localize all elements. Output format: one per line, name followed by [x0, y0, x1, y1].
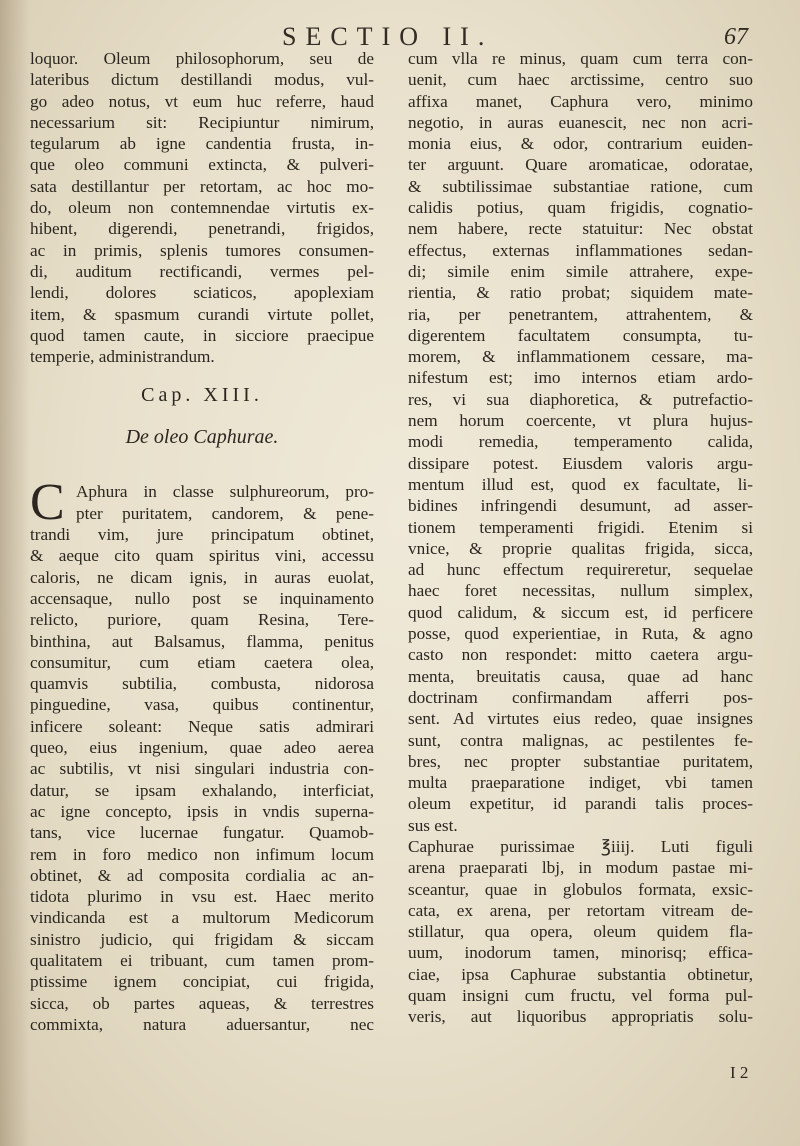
text-line: tans, vice lucernae fungatur. Quamob- [30, 823, 374, 843]
text-line: res, vi sua diaphoretica, & putrefactio- [408, 389, 753, 409]
text-line: Caphurae purissimae ℥iiij. Luti figuli [408, 836, 753, 856]
text-line: lendi, dolores sciaticos, apoplexiam [30, 283, 374, 303]
text-line: ria, per penetrantem, attrahentem, & [408, 304, 753, 324]
text-line: dissipare potest. Eiusdem valoris argu- [408, 453, 753, 473]
text-line: temperie, administrandum. [30, 347, 215, 367]
text-line: binthina, aut Balsamus, flamma, penitus [30, 631, 374, 651]
text-line: datur, se ipsam exhalando, interficiat, [30, 780, 374, 800]
text-line: sent. Ad virtutes eius redeo, quae insignes [408, 709, 753, 729]
text-line: trandi vim, jure principatum obtinet, [30, 525, 374, 545]
text-line: multa praeparatione indiget, vbi tamen [408, 773, 753, 793]
text-line: qualitatem ei tribuant, cum tamen prom- [30, 950, 374, 970]
text-line: pter puritatem, candorem, & pene- [76, 503, 374, 523]
text-line: bres, nec propter substantiae puritatem, [408, 751, 753, 771]
text-line: lateribus dictum destillandi modus, vul- [30, 70, 374, 90]
text-line: di; simile enim simile attrahere, expe- [408, 261, 753, 281]
text-line: posse, quod experientiae, in Ruta, & agno [408, 624, 753, 644]
text-line: uum, inodorum tamen, minorisq; effica- [408, 943, 753, 963]
chapter-opening-paragraph [30, 474, 374, 1035]
right-column [408, 48, 753, 1028]
text-line: caloris, ne dicam ignis, in auras euolat, [30, 567, 374, 587]
text-line: sata destillantur per retortam, ac hoc mo- [30, 176, 374, 196]
text-line: monia eius, & odor, contrarium euiden- [408, 134, 753, 154]
text-line: nem horum coercente, vt plura hujus- [408, 411, 753, 431]
text-line: sinistro judicio, qui frigidam & siccam [30, 929, 374, 949]
left-text-after [30, 481, 374, 1035]
text-line: ciae, ipsa Caphurae substantia obtinetur, [408, 964, 753, 984]
text-line: sicca, ob partes aqueas, & terrestres [30, 993, 374, 1013]
text-line: ad hunc effectum requireretur, sequelae [408, 560, 753, 580]
text-line: Aphura in classe sulphureorum, pro- [76, 482, 374, 502]
text-line: nifestum est; imo internos etiam ardo- [408, 368, 753, 388]
text-line: quod tamen caute, in sicciore praecipue [30, 325, 374, 345]
text-line: sus est. [408, 815, 458, 835]
page-binding-shadow [0, 0, 30, 1146]
text-line: ac in primis, splenis tumores consumen- [30, 240, 374, 260]
text-line: casto non respondet: mitto caetera argu- [408, 645, 753, 665]
text-line: digerentem facultatem consumpta, tu- [408, 325, 753, 345]
text-line: oleum expetitur, id parandi talis proces- [408, 794, 753, 814]
text-line: & subtilissimae substantiae ratione, cum [408, 176, 753, 196]
text-line: pinguedine, vasa, quibus continentur, [30, 695, 374, 715]
right-text [408, 48, 753, 1028]
text-line: quamvis subtilia, combusta, nidorosa [30, 674, 374, 694]
text-line: bidines infringendi desumunt, ad asser- [408, 496, 753, 516]
text-line: morem, & inflammationem cessare, ma- [408, 347, 753, 367]
signature-mark: I 2 [730, 1063, 749, 1082]
text-line: haec foret necessitas, nullum simplex, [408, 581, 753, 601]
text-line: modi remedia, temperamento calida, [408, 432, 753, 452]
text-line: di, auditum rectificandi, vermes pel- [30, 261, 374, 281]
text-line: vindicanda est a multorum Medicorum [30, 908, 374, 928]
text-line: relicto, puriore, quam Resina, Tere- [30, 610, 374, 630]
text-line: go adeo notus, vt eum huc referre, haud [30, 91, 374, 111]
text-line: queo, eius ingenium, quae adeo aerea [30, 738, 374, 758]
text-line: item, & spasmum curandi virtute pollet, [30, 304, 374, 324]
text-line: loquor. Oleum philosophorum, seu de [30, 49, 374, 68]
text-line: cum vlla re minus, quam cum terra con- [408, 49, 753, 68]
text-line: inficere soleant: Neque satis admirari [30, 716, 374, 736]
text-line: calidis potius, quam frigidis, cognatio- [408, 198, 753, 218]
text-line: necessarium sit: Recipiuntur nimirum, [30, 112, 374, 132]
text-line: stillatur, qua opera, oleum quidem fla- [408, 922, 753, 942]
text-line: vnice, & proprie qualitas frigida, sicca, [408, 538, 753, 558]
page-number: 67 [724, 24, 748, 50]
text-line: tionem temperamenti frigidi. Etenim si [408, 517, 753, 537]
text-line: do, oleum non contemnendae virtutis ex- [30, 198, 374, 218]
text-line: menta, breuitatis causa, quae ad hanc [408, 666, 753, 686]
text-line: rientia, & ratio probat; siquidem mate- [408, 283, 753, 303]
text-line: sunt, contra malignas, ac pestilentes fe- [408, 730, 753, 750]
text-line: sceantur, quae in globulos formata, exsic- [408, 879, 753, 899]
drop-cap: C [30, 474, 65, 532]
chapter-title: De oleo Caphurae. [125, 426, 279, 449]
text-line: affixa manet, Caphura vero, minimo [408, 91, 753, 111]
text-line: hibent, digerendi, penetrandi, frigidos, [30, 219, 374, 239]
text-line: uenit, cum haec arctissime, centro suo [408, 70, 753, 90]
text-line: ac subtilis, vt nisi singulari industria con- [30, 759, 374, 779]
text-line: consumitur, cum etiam caetera olea, [30, 652, 374, 672]
text-line: cata, ex arena, per retortam vitream de- [408, 900, 753, 920]
chapter-label: Cap. XIII. [141, 384, 263, 407]
text-line: rem in foro medico non infimum locum [30, 844, 374, 864]
text-line: tegularum ab igne candentia frusta, in- [30, 134, 374, 154]
text-line: arena praeparati lbj, in modum pastae mi- [408, 858, 753, 878]
text-line: quod calidum, & siccum est, id perficere [408, 602, 753, 622]
text-line: negotio, in auras euanescit, nec non acri- [408, 112, 753, 132]
text-line: mentum illud est, quod ex facultate, li- [408, 474, 753, 494]
text-line: nem habere, recte statuitur: Nec obstat [408, 219, 753, 239]
text-line: & aeque cito quam spiritus vini, accessu [30, 546, 374, 566]
text-line: quam insigni cum fructu, vel forma pul- [408, 986, 753, 1006]
text-line: veris, aut liquoribus appropriatis solu- [408, 1007, 753, 1027]
text-line: obtinet, & ad composita cordialia ac an- [30, 865, 374, 885]
text-line: effectus, externas inflammationes sedan- [408, 240, 753, 260]
text-line: accensaque, nullo post se inquinamento [30, 588, 374, 608]
text-line: ptissime ignem concipiat, cui frigida, [30, 972, 374, 992]
left-column [30, 48, 374, 1035]
text-line: ter arguunt. Quare aromaticae, odoratae, [408, 155, 753, 175]
text-line: commixta, natura aduersantur, nec [30, 1014, 374, 1034]
text-line: tidota plurimo in vsu est. Haec merito [30, 887, 374, 907]
section-title: SECTIO II. [282, 22, 494, 51]
left-text-before [30, 48, 374, 367]
text-line: doctrinam confirmandam afferri pos- [408, 687, 753, 707]
text-line: ac igne concepto, ipsis in vndis superna- [30, 801, 374, 821]
text-line: que oleo communi extincta, & pulveri- [30, 155, 374, 175]
